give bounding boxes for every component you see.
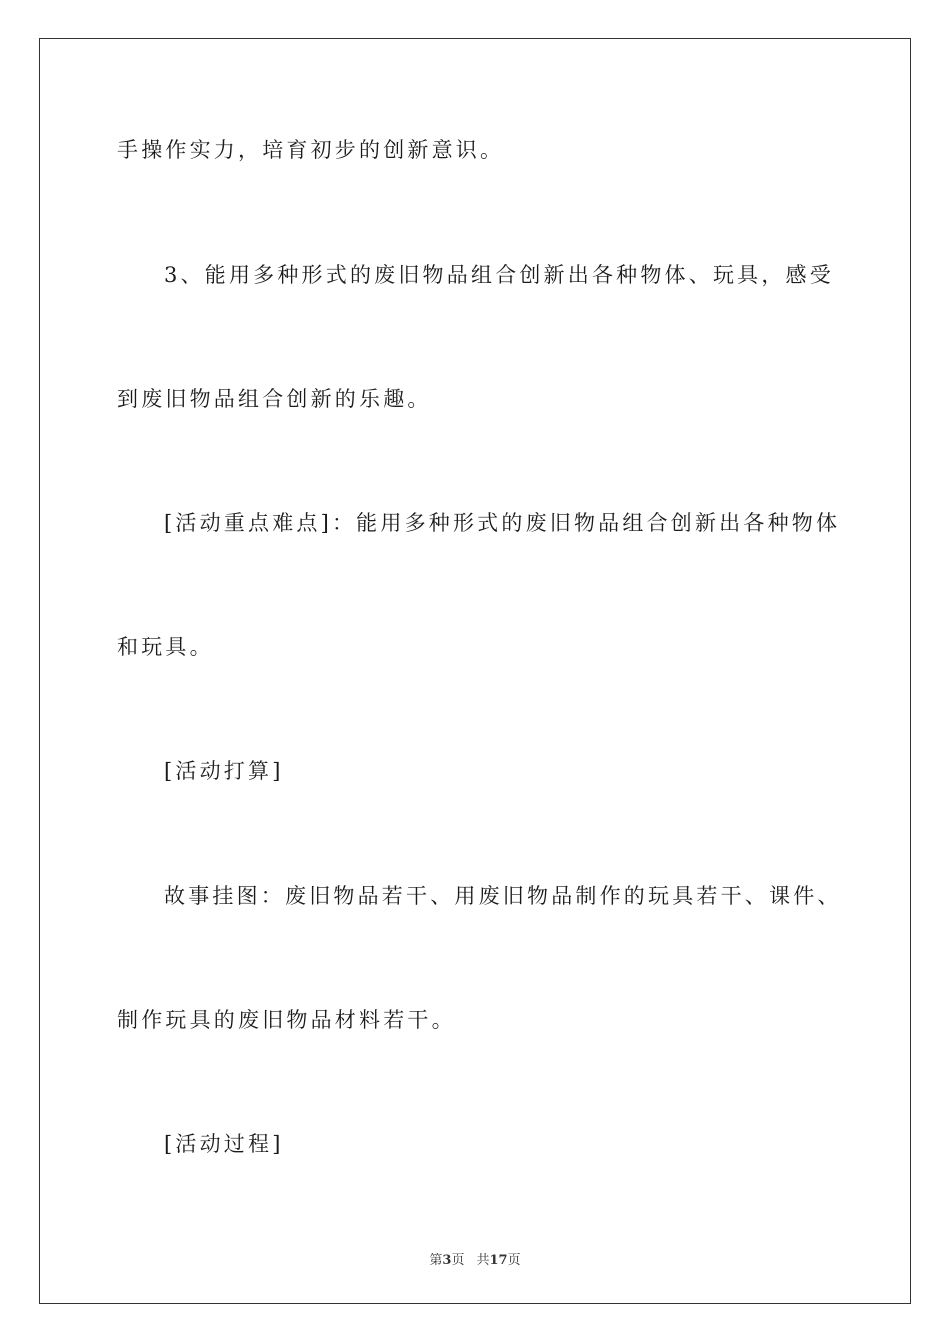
page-footer <box>0 1249 950 1268</box>
section-heading-process: [活动过程] <box>164 1132 284 1156</box>
total-suffix: 页 <box>507 1253 521 1268</box>
total-prefix: 共 <box>476 1253 490 1268</box>
text-line-7: 故事挂图：废旧物品若干、用废旧物品制作的玩具若干、课件、 <box>164 884 842 908</box>
section-heading-preparation: [活动打算] <box>164 759 284 783</box>
page-suffix: 页 <box>451 1253 465 1268</box>
text-line-8: 制作玩具的废旧物品材料若干。 <box>117 1008 456 1032</box>
total-pages: 17 <box>489 1253 508 1268</box>
page-prefix: 第 <box>429 1253 443 1268</box>
text-line-4: [活动重点难点]：能用多种形式的废旧物品组合创新出各种物体 <box>164 511 841 535</box>
page-frame <box>39 38 911 1304</box>
text-line-3: 到废旧物品组合创新的乐趣。 <box>117 387 432 411</box>
text-line-1: 手操作实力，培育初步的创新意识。 <box>117 138 505 162</box>
text-line-2: 3、能用多种形式的废旧物品组合创新出各种物体、玩具，感受 <box>164 263 834 287</box>
text-line-5: 和玩具。 <box>117 635 214 659</box>
page-number: 3 <box>442 1253 452 1268</box>
